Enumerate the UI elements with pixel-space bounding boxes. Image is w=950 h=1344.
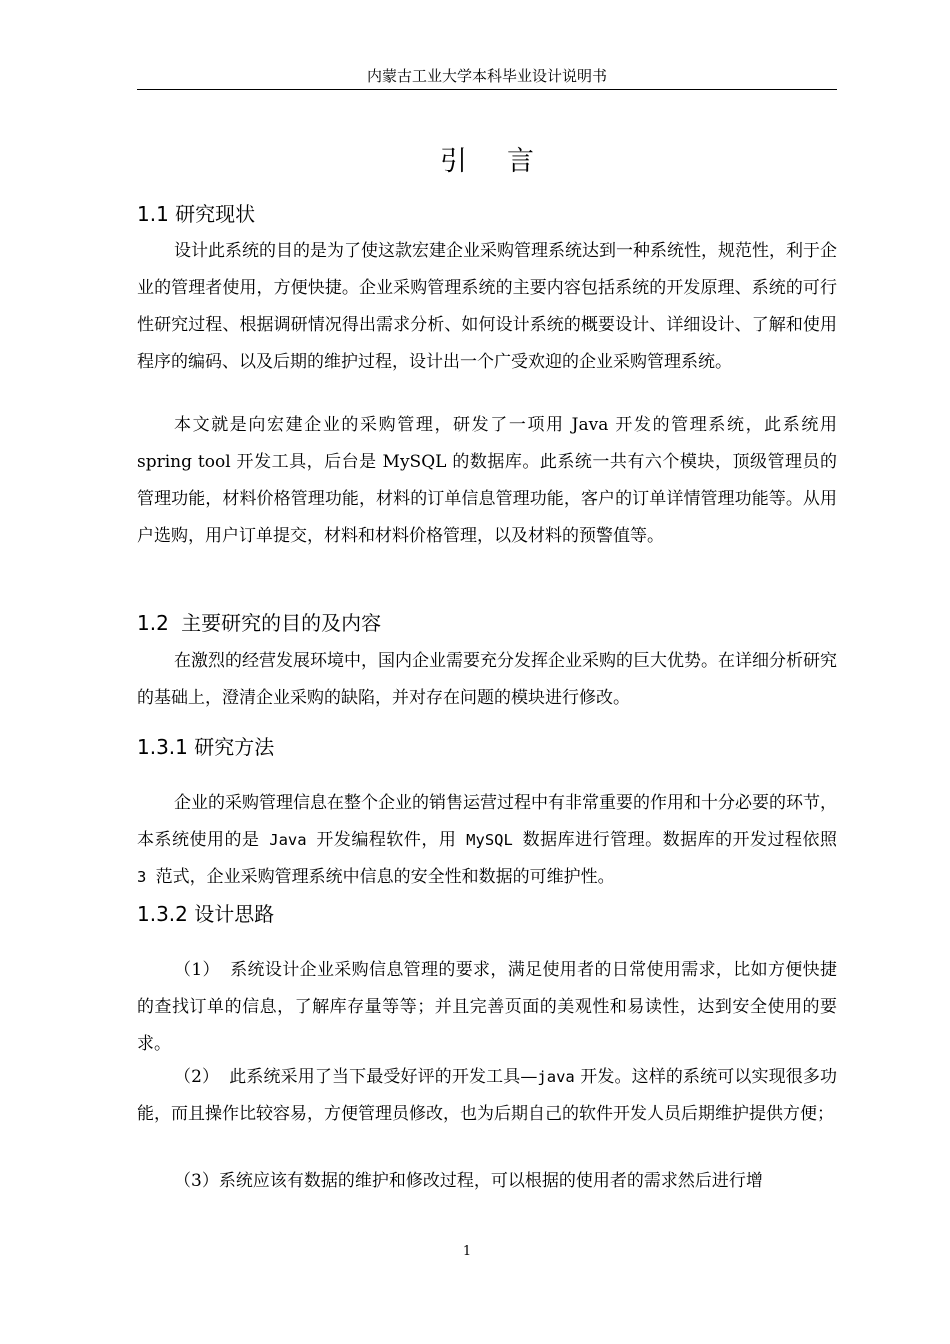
paragraph-1-2: 在激烈的经营发展环境中，国内企业需要充分发挥企业采购的巨大优势。在详细分析研究的基础上，澄清企业采购的缺陷，并对存在问题的模块进行修改。 [137, 651, 837, 708]
paragraph-1-3-1-part-c: 数据库进行管理。数据库的开发过程依照 [522, 830, 838, 850]
paragraph-1-3-1-part-a: 企业的采购管理信息在整个企业的销售运营过程中有非常重要的作用和十分必要的环节，本系统使用的是 [137, 793, 837, 850]
page-number: 1 [462, 1244, 472, 1259]
list-item-3-marker: （3） [174, 1171, 219, 1191]
list-item-2 [137, 1059, 837, 1133]
heading-1-3-2: 1.3.2 设计思路 [137, 902, 275, 926]
list-item-3-text: 系统应该有数据的维护和修改过程，可以根据的使用者的需求然后进行增 [218, 1171, 763, 1191]
list-item-2-marker: （2） [174, 1067, 220, 1087]
heading-1-2-number: 1.2 [137, 611, 169, 635]
paragraph-1-3-1-java: Java [259, 831, 317, 849]
running-header: 内蒙古工业大学本科毕业设计说明书 [366, 67, 607, 85]
paragraph-1-3-1-part-d: 范式，企业采购管理系统中信息的安全性和数据的可维护性。 [155, 867, 615, 887]
list-item-2-java: java [537, 1068, 575, 1086]
paragraph-1-1-a: 设计此系统的目的是为了使这款宏建企业采购管理系统达到一种系统性，规范性，利于企业的管理者使用，方便快捷。企业采购管理系统的主要内容包括系统的开发原理、系统的可行性研究过程、根据调研情况得出需求分析、如何设计系统的概要设计、详细设计、了解和使用程序的编码、以及后期的维护过程，设计出一个广受欢迎的企业采购管理系统。 [137, 241, 837, 372]
list-item-1 [137, 952, 837, 1063]
list-item-2-part-a: 此系统采用了当下最受好评的开发工具— [229, 1067, 538, 1087]
list-item-2-part-b: 开发。这样的系统可以实现很多功能，而且操作比较容易，方便管理员修改，也为后期自己的软件开发人员后期维护提供方便； [137, 1067, 837, 1124]
list-item-3 [137, 1163, 837, 1200]
heading-1-2-text: 主要研究的目的及内容 [181, 611, 382, 635]
heading-1-1: 1.1 研究现状 [137, 202, 256, 226]
paragraph-1-1-b: 本文就是向宏建企业的采购管理，研发了一项用 Java 开发的管理系统，此系统用 spring tool 开发工具，后台是 MySQL 的数据库。此系统一共有六个模块，顶级管理员的管理功能，材料价格管理功能，材料的订单信息管理功能，客户的订单详情管理功能等。从用户选购，用户订单提交，材料和材料价格管理，以及材料的预警值等。 [137, 415, 837, 546]
heading-1-3-1: 1.3.1 研究方法 [137, 735, 275, 759]
header-rule [137, 89, 837, 90]
list-item-1-marker: （1） [174, 960, 220, 980]
heading-1-2 [137, 610, 381, 636]
paragraph-1-3-1-mysql: MySQL [456, 831, 523, 849]
paragraph-1-3-1-three: 3 [137, 868, 156, 886]
paragraph-1-3-1 [137, 785, 837, 896]
list-item-1-text: 系统设计企业采购信息管理的要求，满足使用者的日常使用需求，比如方便快捷的查找订单的信息，了解库存量等等；并且完善页面的美观性和易读性，达到安全使用的要求。 [137, 960, 837, 1054]
paragraph-1-3-1-part-b: 开发编程软件，用 [316, 830, 457, 850]
chapter-title: 引言 [440, 146, 574, 177]
